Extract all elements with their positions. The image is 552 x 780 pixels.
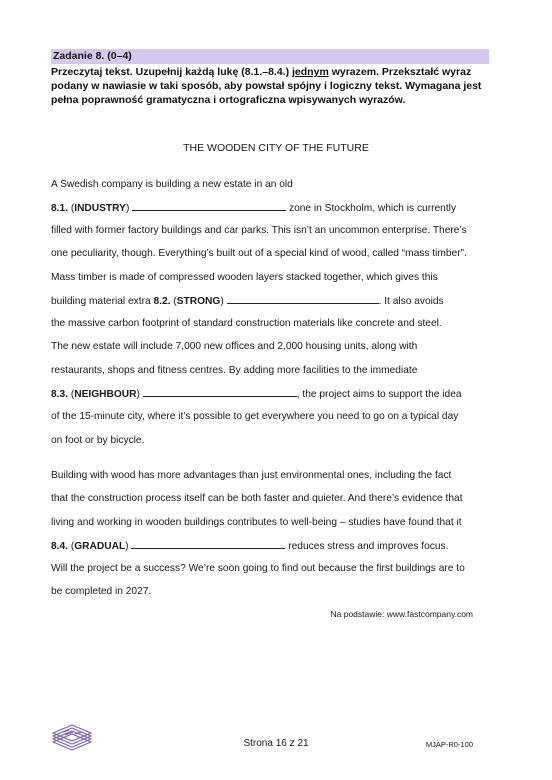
text-segment: . It also avoids [378,296,444,307]
instructions-line-3: pełna poprawność gramatyczna i ortograficzna wpisywanych wyrazów. [51,94,406,106]
gap-number: 8.1. [51,203,68,214]
text-line: on foot or by bicycle. [51,435,145,446]
text-line: Will the project be a success? We’re soon going to find out because the first buildings are to [51,563,465,574]
gap-word: GRADUAL [74,541,126,552]
gap-number: 8.3. [51,389,68,400]
gap-line-8-4: 8.4. (GRADUAL) reduces stress and improves focus. [51,541,449,552]
text-line: Mass timber is made of compressed wooden layers stacked together, which gives this [51,272,438,283]
source-note: Na podstawie: www.fastcompany.com [330,609,473,619]
page-number: Strona 16 z 21 [243,738,309,749]
task-instructions [51,65,491,107]
gap-word: STRONG [176,296,221,307]
text-line: Building with wood has more advantages than just environmental ones, including the fact [51,470,452,481]
instructions-text-1a: Przeczytaj tekst. Uzupełnij każdą lukę (8.1.–8.4.) [51,66,293,78]
instructions-underlined-word: jednym [292,66,329,78]
text-segment: , the project aims to support the idea [296,389,462,400]
instructions-line-2: podany w nawiasie w taki sposób, aby powstał spójny i logiczny tekst. Wymagana jest [51,80,482,92]
text-segment: reduces stress and improves focus. [285,541,449,552]
text-line: the massive carbon footprint of standard construction materials like concrete and steel. [51,318,442,329]
text-line: one peculiarity, though. Everything’s built out of a special kind of wood, called “mass timber”. [51,248,467,259]
text-segment: zone in Stockholm, which is currently [286,203,457,214]
gap-line-8-3: 8.3. (NEIGHBOUR) , the project aims to support the idea [51,389,462,400]
text-segment: building material extra [51,296,154,307]
gap-number: 8.2. [153,296,171,307]
text-line: that the construction process itself can be both faster and quieter. And there’s evidence that [51,493,463,504]
gap-line-8-2: building material extra 8.2. (STRONG) . It also avoids [51,296,444,307]
text-line: restaurants, shops and fitness centres. By adding more facilities to the immediate [51,365,418,376]
gap-line-8-1: 8.1. (INDUSTRY) zone in Stockholm, which is currently [51,203,457,214]
gap-word: NEIGHBOUR [74,389,137,400]
task-header-text: Zadanie 8. (0–4) [53,50,132,62]
text-line: A Swedish company is building a new estate in an old [51,179,293,190]
text-line: filled with former factory buildings and car parks. This isn’t an uncommon enterprise. There’s [51,225,467,236]
text-line: The new estate will include 7,000 new offices and 2,000 housing units, along with [51,341,418,352]
article-title: THE WOODEN CITY OF THE FUTURE [183,142,369,154]
instructions-text-1b: wyrazem. Przekształć wyraz [328,66,472,78]
gap-word: INDUSTRY [74,203,126,214]
text-line: of the 15-minute city, where it’s possible to get everywhere you need to go on a typical day [51,411,459,422]
text-line: living and working in wooden buildings contributes to well-being – studies have found that it [51,517,462,528]
answer-blank-8-2[interactable] [227,294,379,304]
answer-blank-8-1[interactable] [132,201,286,211]
gap-number: 8.4. [51,541,68,552]
instructions-line-1 [51,65,491,79]
exam-code: MJAP-R0-100 [425,740,473,749]
text-line: be completed in 2027. [51,586,152,597]
answer-blank-8-4[interactable] [131,539,285,549]
answer-blank-8-3[interactable] [143,387,297,397]
task-header [51,49,489,64]
